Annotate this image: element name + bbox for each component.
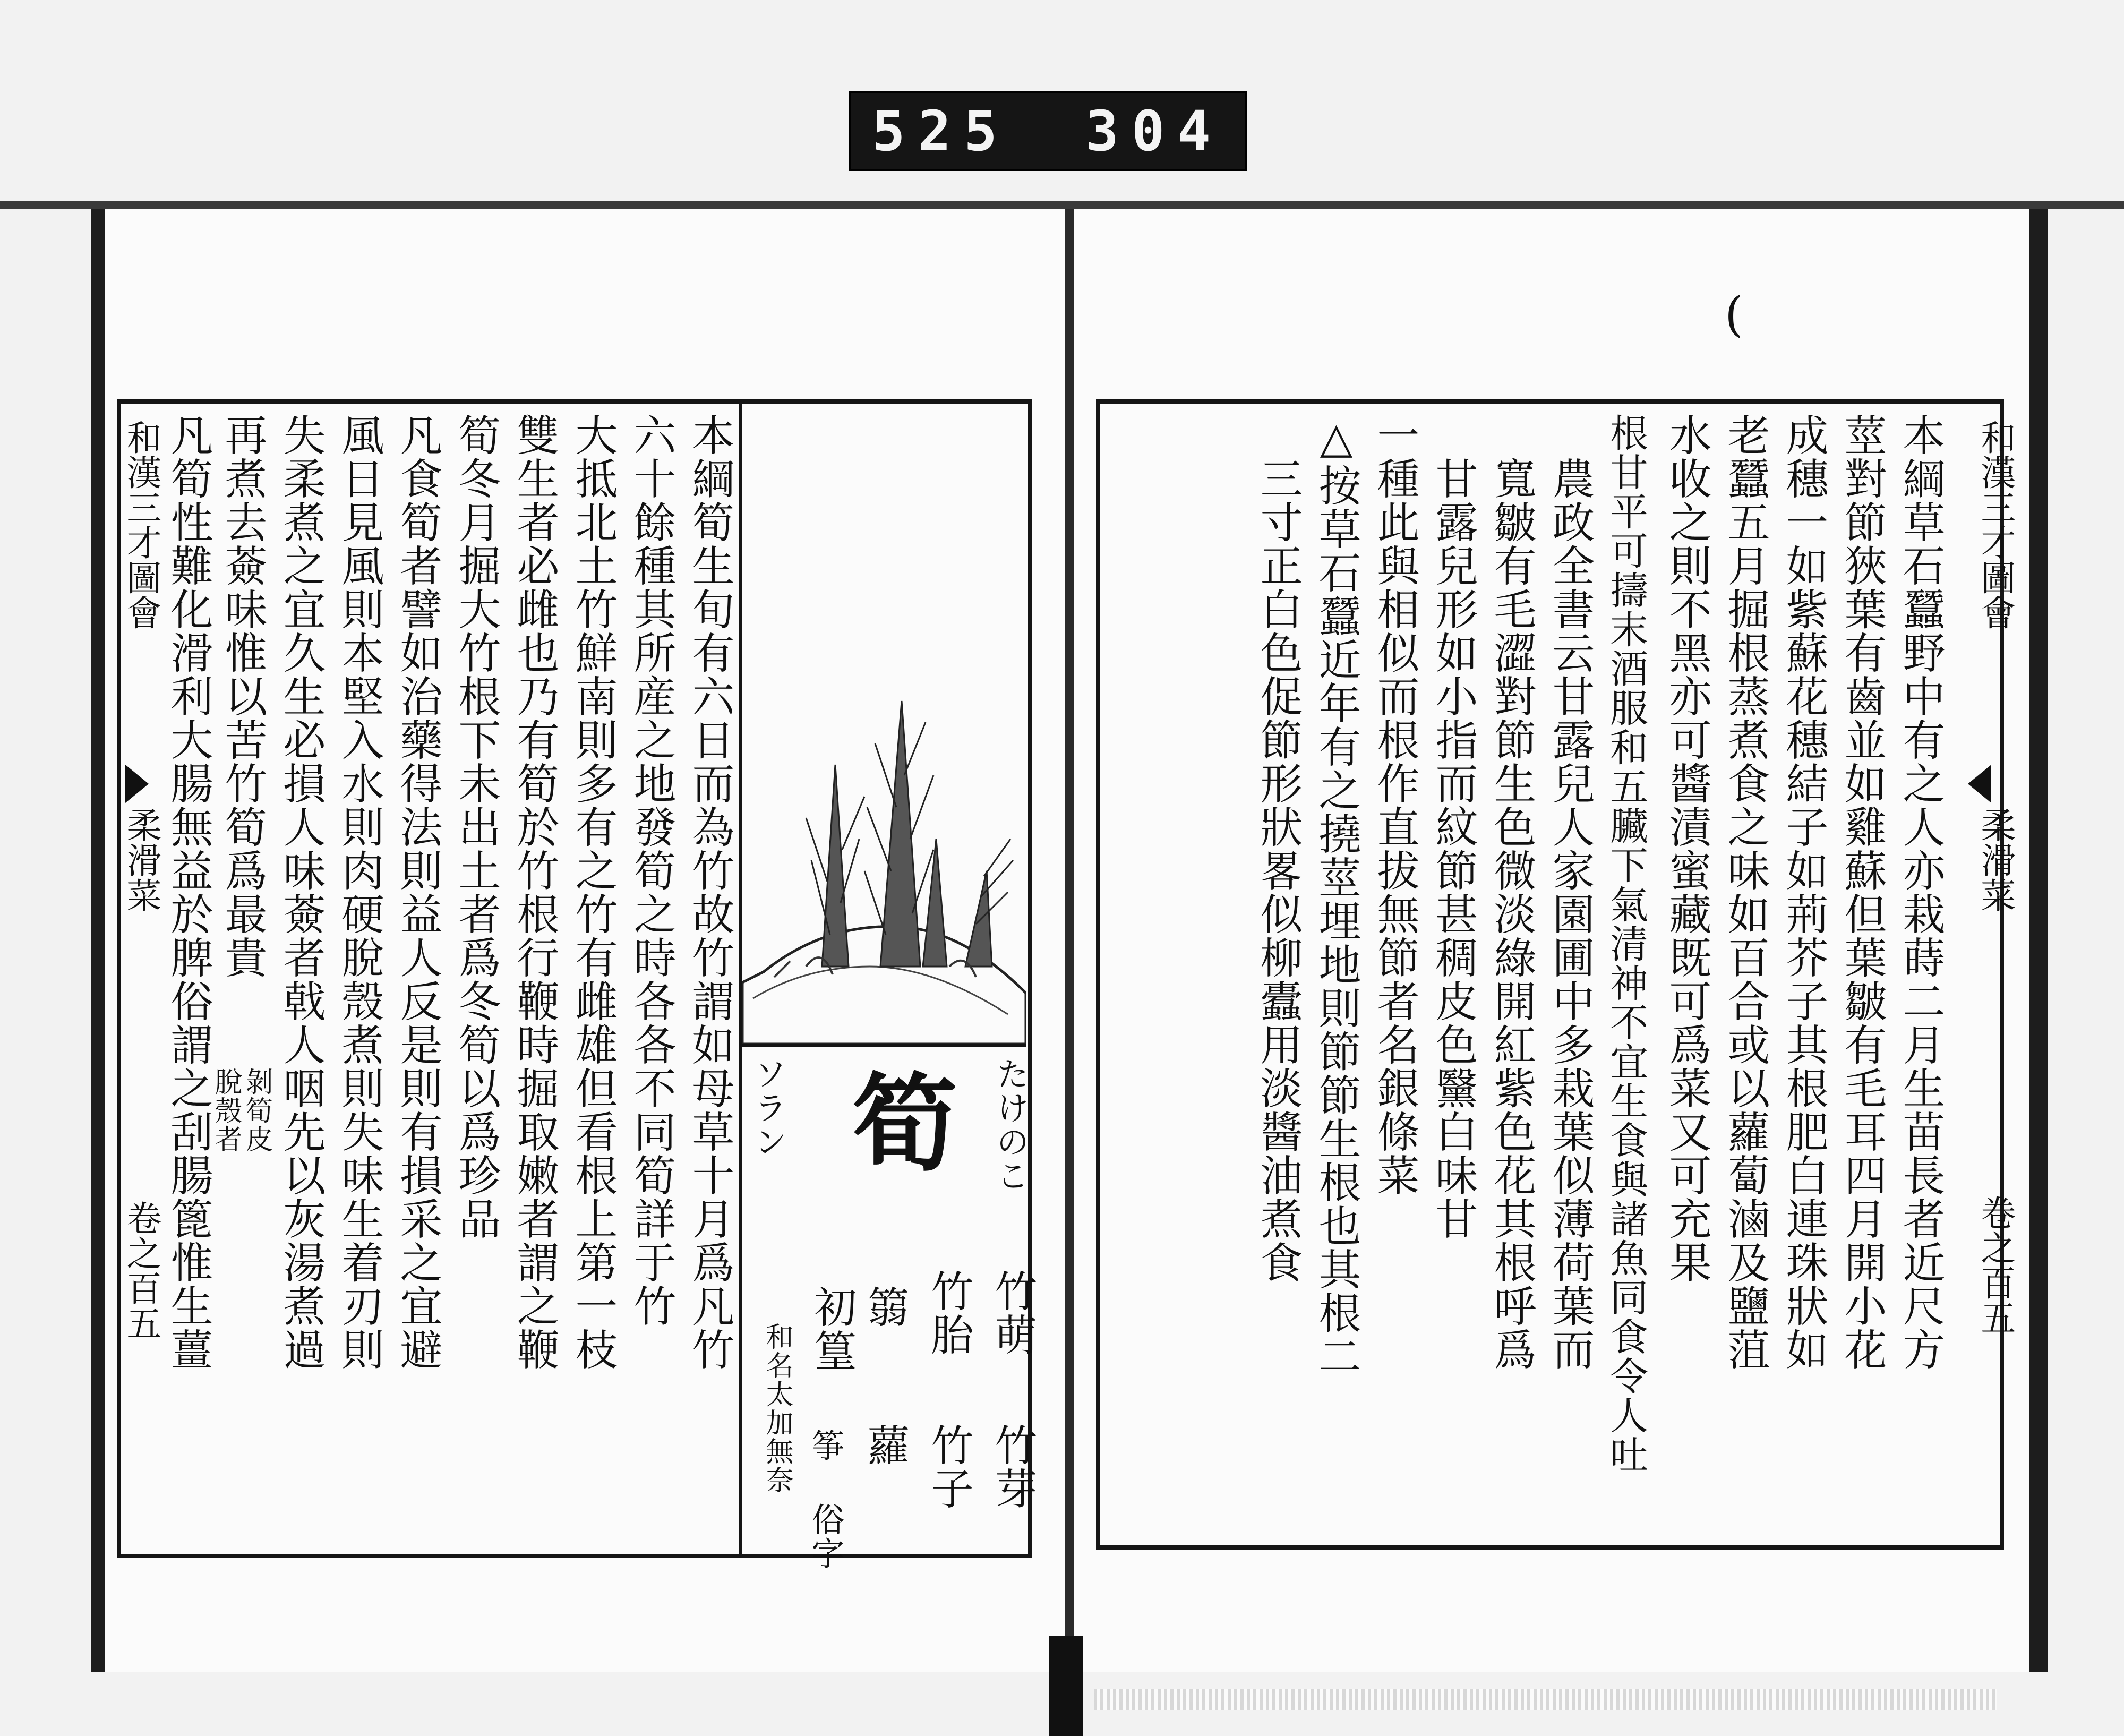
left-body-line-9: 再煮去薟味惟以苦竹筍爲最貴 (218, 413, 267, 979)
right-body-line-1: 本綱草石蠶野中有之人亦栽蒔二月生苗長者近尺方 (1896, 413, 1945, 1371)
bamboo-shoot-illustration (742, 404, 1026, 1044)
left-body-line-3: 大抵北土竹鮮南則多有之竹有雌雄但看根上第一枝 (568, 413, 618, 1371)
right-body-line-2: 莖對節狹葉有齒並如雞蘇但葉皺有毛耳四月開小花 (1837, 413, 1887, 1371)
left-hashira-title: 和漢三才圖會 (121, 420, 161, 630)
page-top-shadow (0, 201, 2124, 209)
left-body-line-4: 雙生者必雌也乃有筍於竹根行鞭時掘取嫩者謂之鞭 (510, 413, 559, 1371)
left-note-2: 脫殼者 (210, 1067, 242, 1153)
wamyo-name: 和名太加無奈 (761, 1322, 793, 1494)
counter-left: 525 (872, 99, 1010, 164)
left-body-line-6: 凡食筍者譬如治藥得法則益人反是則有損采之宜避 (393, 413, 442, 1371)
right-hashira-folio: 卷之百五 (1975, 1195, 2016, 1335)
left-body-line-2: 六十餘種其所産之地發筍之時各各不同筍詳于竹 (627, 413, 676, 1328)
left-body-line-7: 風日見風則本堅入水則肉硬脫殼煮則失味生着刃則 (335, 413, 384, 1371)
hanagiro-fish-tail-right (1968, 765, 1991, 803)
right-hashira-section: 柔滑菜 (1975, 807, 2016, 912)
right-body-line-9: 甘露兒形如小指而紋節甚稠皮色黳白味甘 (1428, 457, 1478, 1241)
right-body-line-12: 三寸正白色促節形狀畧似柳蠹用淡醬油煮食 (1253, 457, 1303, 1284)
left-body-line-8: 失柔煮之宜久生必損人味薟者戟人咽先以灰湯煮過 (276, 413, 326, 1371)
synonym-8: 筝 俗字 (806, 1429, 845, 1570)
counter-right: 304 (1085, 99, 1223, 164)
synonym-4: 竹子 (924, 1423, 973, 1510)
left-hashira-section: 柔滑菜 (121, 807, 161, 912)
right-body-line-7: 農政全書云甘露兒人家園圃中多栽葉似薄荷葉而 (1545, 457, 1595, 1371)
illustration-panel (739, 404, 1026, 1047)
right-body-line-5: 水收之則不黑亦可醬漬蜜藏既可爲菜又可充果 (1662, 413, 1711, 1284)
synonym-3: 竹胎 (924, 1269, 973, 1356)
synonym-7: 初篁 (807, 1285, 857, 1372)
right-body-line-4: 老蠶五月掘根蒸煮食之味如百合或以蘿蔔滷及鹽菹 (1720, 413, 1770, 1371)
frame-counter-label (849, 91, 1247, 171)
hanagiro-fish-tail-left (125, 765, 149, 803)
entry-title: 筍 (834, 1067, 959, 1174)
synonym-1: 竹萌 (988, 1269, 1037, 1356)
right-body-line-3: 成穗一如紫蘇花穗結子如荊芥子其根肥白連珠狀如 (1779, 413, 1828, 1371)
left-body-line-5: 筍冬月掘大竹根下未出土者爲冬筍以爲珍品 (451, 413, 501, 1241)
right-body-line-10: 一種此與相似而根作直拔無節者名銀條菜 (1370, 413, 1419, 1197)
page-edges (1094, 1689, 1997, 1710)
entry-kana-reading: ソラン (749, 1057, 787, 1159)
synonym-6: 蘿 (860, 1423, 910, 1467)
synonym-2: 竹芽 (988, 1423, 1037, 1510)
right-body-line-8: 寬皺有毛澀對節生色微淡綠開紅紫色花其根呼爲 (1487, 457, 1536, 1371)
ink-mark: ( (1725, 287, 1744, 343)
left-note-1: 剝筍皮 (241, 1067, 272, 1153)
right-body-line-11: △按草石蠶近年有之撓莖埋地則節節生根也其根二 (1312, 413, 1361, 1378)
gutter-foot (1049, 1636, 1083, 1736)
left-hashira-folio: 卷之百五 (121, 1200, 161, 1340)
right-hashira-title: 和漢三才圖會 (1975, 420, 2016, 630)
binding-gutter (1065, 209, 1074, 1672)
right-body-line-6: 根甘平可擣末酒服和五臟下氣清神不宜生食與諸魚同食令人吐 (1604, 413, 1648, 1474)
left-body-line-1: 本綱筍生旬有六日而為竹故竹謂如母草十月爲凡竹 (685, 413, 734, 1371)
left-body-line-10: 凡筍性難化滑利大腸無益於脾俗謂之刮腸篦惟生薑 (164, 413, 213, 1371)
entry-reading: たけのこ (991, 1057, 1030, 1193)
synonym-5: 篛 (860, 1285, 910, 1329)
